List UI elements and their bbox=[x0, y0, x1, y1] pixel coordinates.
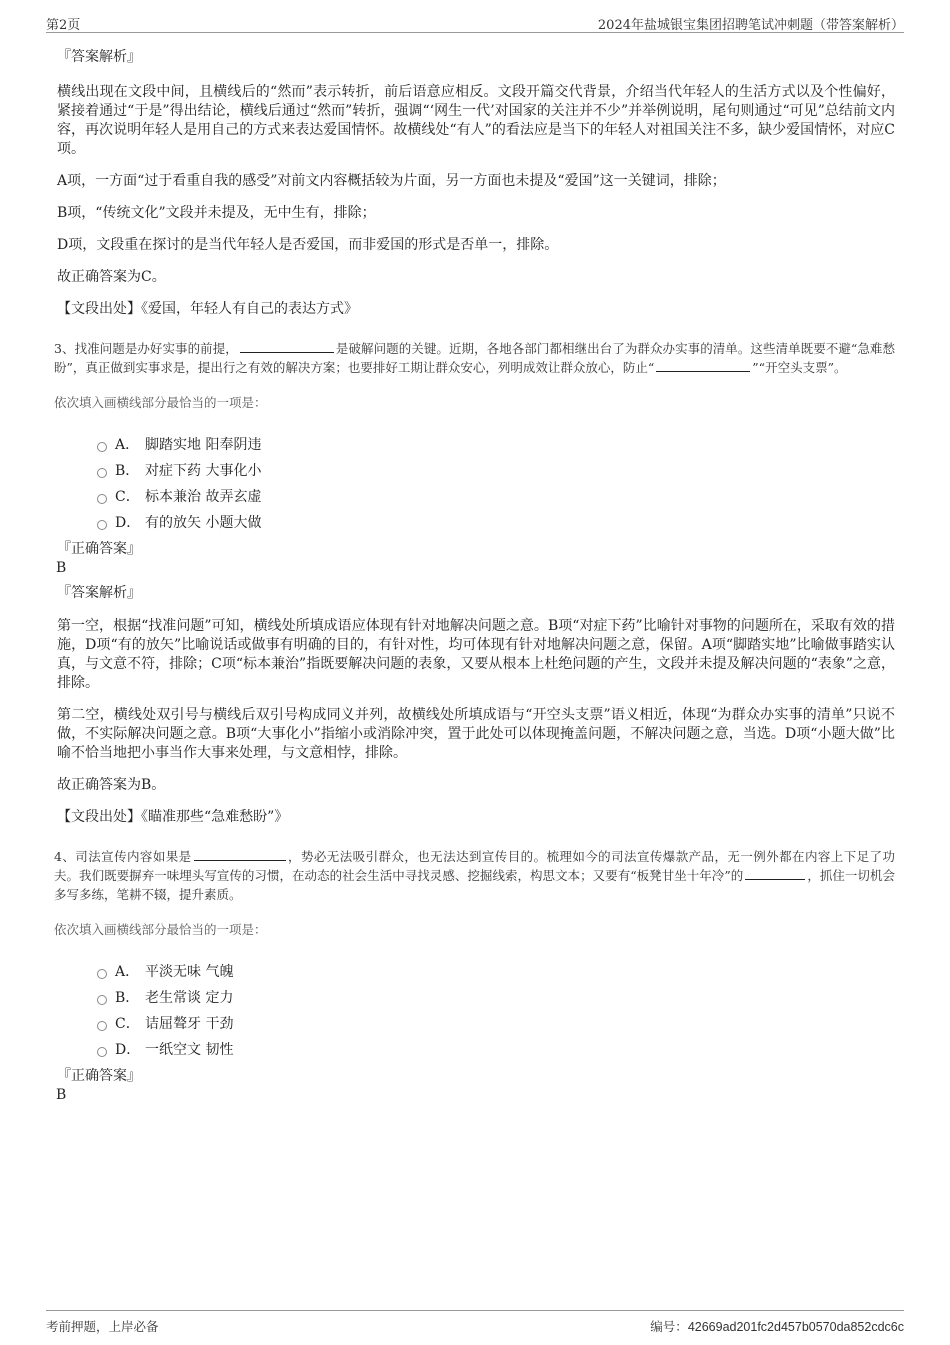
question-text: ，抓住一切机会多写多练，笔耕不辍，提升素质。 bbox=[54, 868, 895, 902]
code-value: 42669ad201fc2d457b0570da852cdc6c bbox=[687, 1320, 904, 1334]
correct-answer-label: 『正确答案』 bbox=[57, 1068, 141, 1084]
code-label: 编号： bbox=[650, 1319, 688, 1334]
analysis-label: 『答案解析』 bbox=[57, 585, 141, 601]
page-number: 第2页 bbox=[46, 18, 81, 33]
footer-slogan: 考前押题，上岸必备 bbox=[46, 1319, 159, 1334]
option-d[interactable] bbox=[97, 1037, 895, 1063]
option-d[interactable] bbox=[97, 510, 895, 536]
radio-icon[interactable] bbox=[97, 1021, 107, 1031]
question-prompt: 依次填入画横线部分最恰当的一项是： bbox=[54, 395, 267, 410]
option-letter: C． bbox=[115, 1015, 140, 1032]
option-text: 脚踏实地 阳奉阴违 bbox=[145, 436, 262, 453]
option-letter: A． bbox=[115, 436, 140, 453]
analysis-paragraph: A项，一方面“过于看重自我的感受”对前文内容概括较为片面，另一方面也未提及“爱国”这一关键词，排除； bbox=[57, 173, 726, 189]
question-text: 是破解问题的关键。近期，各地各部门都相继出台了为群众办实事的清单。这些清单既要不避“急难愁盼”，真正做到实事求是，提出行之有效的解决方案；也要排好工期让群众安心，列明成效让群众放心，防止“ bbox=[54, 341, 895, 375]
option-text: 对症下药 大事化小 bbox=[145, 462, 262, 479]
analysis-paragraph: B项，“传统文化”文段并未提及，无中生有，排除； bbox=[57, 205, 376, 221]
option-letter: A． bbox=[115, 963, 140, 980]
analysis-paragraph: 第一空，根据“找准问题”可知，横线处所填成语应体现有针对地解决问题之意。B项“对症下药”比喻针对事物的问题所在，采取有效的措施，D项“有的放矢”比喻说话或做事有明确的目的，有针对性，均可体现有针对地解决问题之意，保留。A项“脚踏实地”比喻做事踏实认真，与文意不符，排除；C项“标本兼治”指既要解决问题的表象，又要从根本上杜绝问题的产生，文段并未提及解决问题的“表象”之意，排除。 bbox=[57, 618, 895, 691]
option-text: 老生常谈 定力 bbox=[145, 989, 234, 1006]
radio-icon[interactable] bbox=[97, 995, 107, 1005]
document-title: 2024年盐城银宝集团招聘笔试冲刺题（带答案解析） bbox=[597, 18, 904, 33]
option-b[interactable] bbox=[97, 985, 895, 1011]
radio-icon[interactable] bbox=[97, 1047, 107, 1057]
question-prompt: 依次填入画横线部分最恰当的一项是： bbox=[54, 922, 267, 937]
radio-icon[interactable] bbox=[97, 969, 107, 979]
option-a[interactable] bbox=[97, 959, 895, 985]
fill-blank bbox=[194, 848, 286, 861]
analysis-paragraph: 横线出现在文段中间，且横线后的“然而”表示转折，前后语意应相反。文段开篇交代背景，介绍当代年轻人的生活方式以及个性偏好，紧接着通过“于是”得出结论，横线后通过“然而”转折，强调“‘网生一代’对国家的关注并不少”并举例说明，尾句则通过“可见”总结前文内容，再次说明年轻人是用自己的方式来表达爱国情怀。故横线处“有人”的看法应是当下的年轻人对祖国关注不多，缺少爱国情怀，对应C项。 bbox=[57, 84, 895, 157]
question-4-stem bbox=[54, 847, 895, 904]
option-letter: C． bbox=[115, 488, 140, 505]
correct-answer: B bbox=[56, 560, 67, 576]
option-text: 诘屈聱牙 干劲 bbox=[145, 1015, 234, 1032]
fill-blank bbox=[240, 340, 334, 353]
analysis-paragraph: 故正确答案为B。 bbox=[57, 777, 166, 793]
radio-icon[interactable] bbox=[97, 494, 107, 504]
question-text: 4、司法宣传内容如果是 bbox=[54, 849, 192, 864]
option-text: 标本兼治 故弄玄虚 bbox=[145, 488, 262, 505]
radio-icon[interactable] bbox=[97, 520, 107, 530]
fill-blank bbox=[745, 867, 805, 880]
page-header bbox=[46, 14, 904, 33]
question-text: ，势必无法吸引群众，也无法达到宣传目的。梳理如今的司法宣传爆款产品，无一例外都在内容上下足了功夫。我们既要摒弃一味埋头写宣传的习惯，在动态的社会生活中寻找灵感、挖掘线索，构思文本；又要有“板凳甘坐十年冷”的 bbox=[54, 849, 895, 883]
analysis-paragraph: 故正确答案为C。 bbox=[57, 269, 166, 285]
option-c[interactable] bbox=[97, 1011, 895, 1037]
question-text: ”“开空头支票”。 bbox=[752, 360, 847, 375]
fill-blank bbox=[656, 359, 750, 372]
option-a[interactable] bbox=[97, 432, 895, 458]
option-letter: D． bbox=[115, 1041, 141, 1058]
passage-source: 【文段出处】《瞄准那些“急难愁盼”》 bbox=[57, 809, 289, 825]
correct-answer: B bbox=[56, 1087, 67, 1103]
option-text: 有的放矢 小题大做 bbox=[145, 514, 262, 531]
options-list bbox=[97, 959, 895, 1063]
page-footer bbox=[46, 1310, 904, 1335]
option-letter: B． bbox=[115, 989, 140, 1006]
question-3-stem bbox=[54, 339, 895, 377]
option-text: 一纸空文 韧性 bbox=[145, 1041, 234, 1058]
option-b[interactable] bbox=[97, 458, 895, 484]
analysis-label: 『答案解析』 bbox=[57, 49, 141, 65]
question-text: 3、找准问题是办好实事的前提， bbox=[54, 341, 238, 356]
options-list bbox=[97, 432, 895, 536]
radio-icon[interactable] bbox=[97, 468, 107, 478]
option-text: 平淡无味 气魄 bbox=[145, 963, 234, 980]
analysis-paragraph: 第二空，横线处双引号与横线后双引号构成同义并列，故横线处所填成语与“开空头支票”语义相近，体现“为群众办实事的清单”只说不做，不实际解决问题之意。B项“大事化小”指缩小或消除冲突，置于此处可以体现掩盖问题，不解决问题之意，当选。D项“小题大做”比喻不恰当地把小事当作大事来处理，与文意相悖，排除。 bbox=[57, 707, 895, 761]
passage-source: 【文段出处】《爱国，年轻人有自己的表达方式》 bbox=[57, 301, 358, 317]
radio-icon[interactable] bbox=[97, 442, 107, 452]
option-c[interactable] bbox=[97, 484, 895, 510]
correct-answer-label: 『正确答案』 bbox=[57, 541, 141, 557]
document-code bbox=[650, 1317, 904, 1335]
option-letter: B． bbox=[115, 462, 140, 479]
option-letter: D． bbox=[115, 514, 141, 531]
analysis-paragraph: D项，文段重在探讨的是当代年轻人是否爱国，而非爱国的形式是否单一，排除。 bbox=[57, 237, 559, 253]
document-body bbox=[54, 44, 895, 1111]
